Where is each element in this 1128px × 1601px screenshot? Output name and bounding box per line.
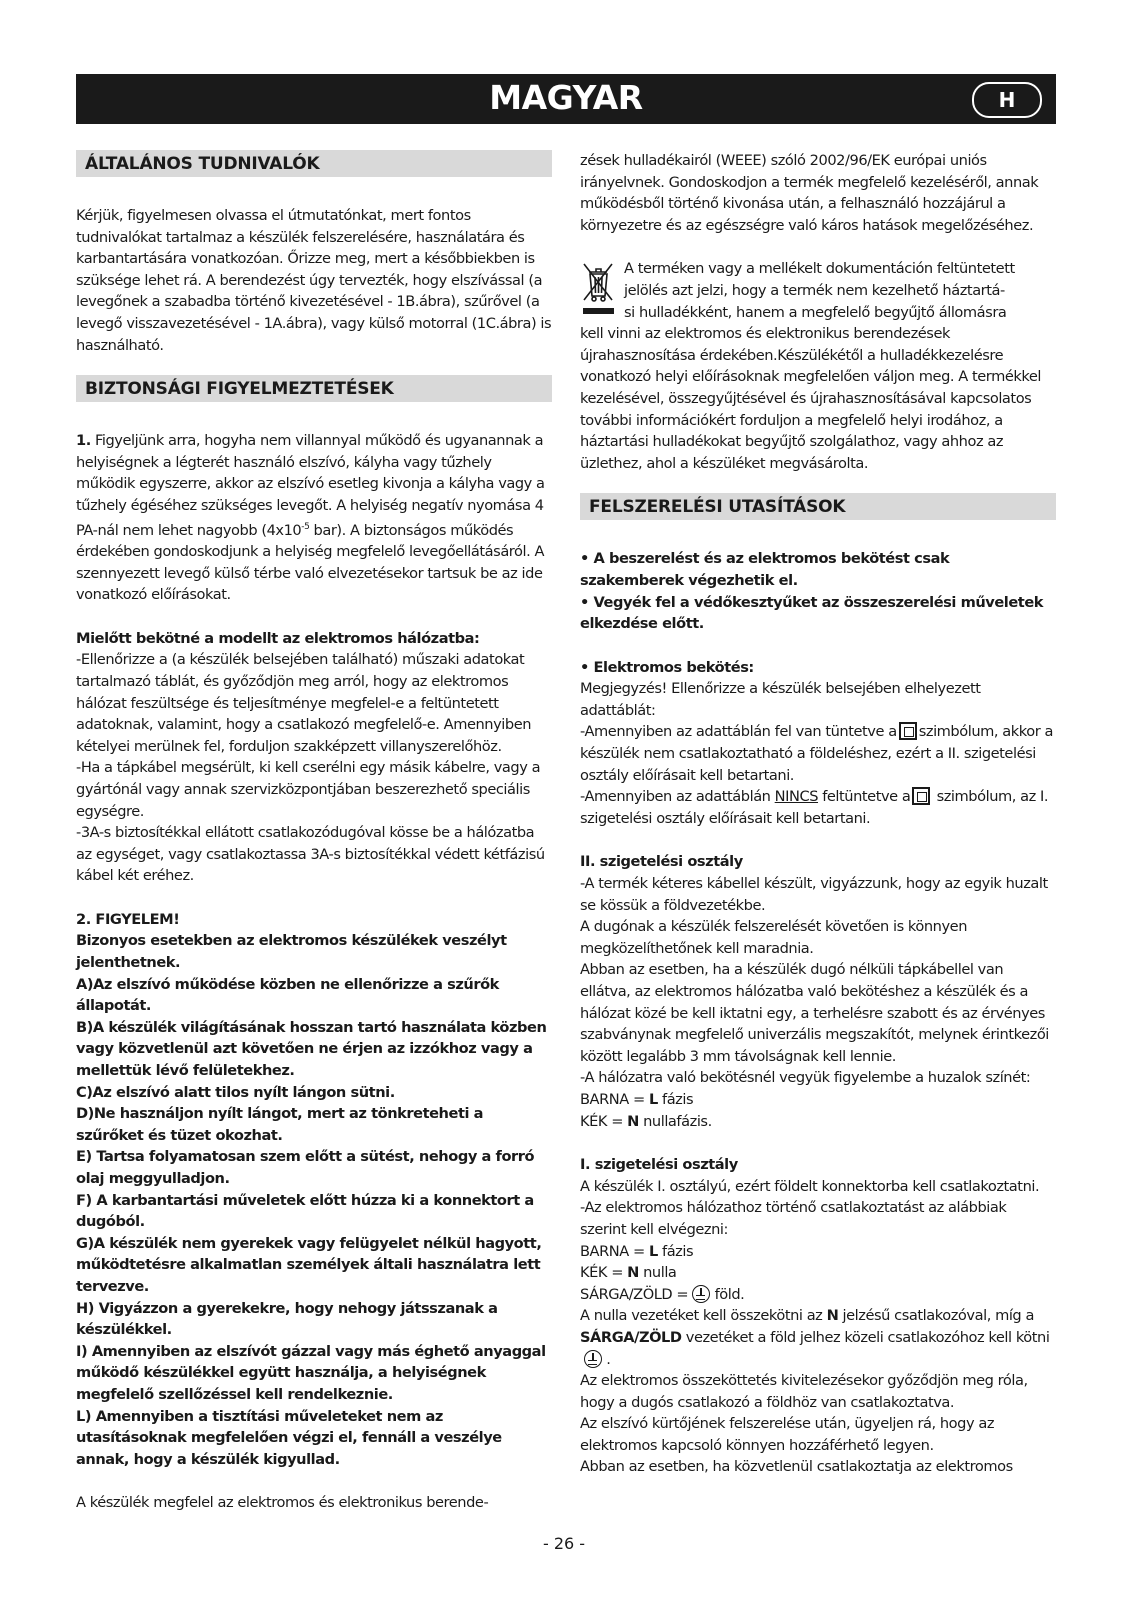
class-2-brown-label: BARNA = bbox=[580, 1090, 649, 1108]
install-note-1: • A beszerelést és az elektromos bekötést csak szakemberek végezhetik el. bbox=[580, 550, 950, 589]
electrical-heading: • Elektromos bekötés: bbox=[580, 658, 754, 676]
class-2-text-1: -A termék kéteres kábellel készült, vigyázzunk, hogy az egyik huzalt se kössük a földvezetékbe. bbox=[580, 875, 1048, 914]
warning-2-d: D)Ne használjon nyílt lángot, mert az tönkreteheti a szűrőket és tüzet okozhat. bbox=[76, 1105, 484, 1144]
warning-1-exponent: -5 bbox=[301, 521, 310, 532]
weee-crossed-bin-icon bbox=[580, 260, 616, 316]
language-banner bbox=[76, 74, 1056, 124]
warning-2-f: F) A karbantartási műveletek előtt húzza ki a konnektort a dugóból. bbox=[76, 1191, 534, 1231]
class-1-blue-label: KÉK = bbox=[580, 1264, 628, 1282]
weee-paragraph-start: A készülék megfelel az elektromos és elektronikus berende- bbox=[76, 1494, 489, 1512]
class-1-text-2: -Az elektromos hálózathoz történő csatlakoztatást az alábbiak szerint kell elvégezni: bbox=[580, 1199, 1007, 1238]
class-2-brown-letter: L bbox=[648, 1090, 658, 1108]
section-heading-safety: BIZTONSÁGI FIGYELMEZTETÉSEK bbox=[76, 375, 552, 402]
class-2-brown-desc: fázis bbox=[657, 1090, 694, 1108]
electrical-item-2-underlined: NINCS bbox=[774, 788, 819, 806]
class-1-text-3-e: vezetéket a föld jelhez közeli csatlakozóhoz kell kötni bbox=[681, 1328, 1050, 1346]
class-1-blue-letter: N bbox=[627, 1264, 639, 1282]
class-2-brown bbox=[580, 1089, 1056, 1111]
warning-2-g: G)A készülék nem gyerekek vagy felügyelet nélkül hagyott, működtetésre alkalmatlan személyek általi használatra lett tervezve. bbox=[76, 1234, 542, 1295]
page-number: - 26 - bbox=[542, 1534, 586, 1553]
class-1-text-6: Abban az esetben, ha közvetlenül csatlakoztatja az elektromos bbox=[580, 1458, 1013, 1476]
warning-2-i: I) Amennyiben az elszívót gázzal vagy más éghető anyaggal működő készülékkel együtt használja, a helyiségnek megfelelő szellőzéssel kell rendelkeznie. bbox=[76, 1342, 546, 1403]
weee-line-1: A terméken vagy a mellékelt dokumentáción feltüntetett bbox=[624, 260, 1015, 278]
electrical-item-1 bbox=[580, 721, 1056, 786]
class-1-brown-desc: fázis bbox=[657, 1242, 694, 1260]
class-1-brown-label: BARNA = bbox=[580, 1242, 649, 1260]
warning-2-h: H) Vigyázzon a gyerekekre, hogy nehogy játsszanak a készülékkel. bbox=[76, 1299, 498, 1339]
class-1-text-4: Az elektromos összeköttetés kivitelezésekor győződjön meg róla, hogy a dugós csatlakozó a földhöz van csatlakoztatva. bbox=[580, 1372, 1028, 1411]
class-2-blue bbox=[580, 1111, 1056, 1133]
class-2-text-2: A dugónak a készülék felszerelését követően is könnyen megközelíthetőnek kell maradnia. bbox=[580, 918, 967, 957]
electrical-item-1-b: szimbólum, akkor a készülék nem csatlakoztatható a földeléshez, ezért a II. szigetelési osztály előírásait kell betartani. bbox=[580, 723, 1053, 784]
class-1-green bbox=[580, 1284, 1056, 1306]
class-1-heading: I. szigetelési osztály bbox=[580, 1156, 738, 1174]
warning-2-b: B)A készülék világításának hosszan tartó használata közben vagy közvetlenül azt követően ne érjen az izzókhoz vagy a mellettük lévő felületekhez. bbox=[76, 1018, 547, 1080]
class-2-text-4: -A hálózatra való bekötésnél vegyük figyelembe a huzalok színét: bbox=[580, 1069, 1031, 1087]
electrical-item-1-a: -Amennyiben az adattáblán fel van tüntetve a bbox=[580, 723, 897, 741]
connection-item-1: -Ellenőrizze a (a készülék belsejében található) műszaki adatokat tartalmazó táblát, és győződjön meg arról, hogy az elektromos hálózat feszültsége és teljesítménye megfelel-e a feltüntetett adatoknak, valamint, hogy a csatlakozó megfelelő-e. Amennyiben kételyei merülnek fel, forduljon szakképzett villanyszerelőhöz. bbox=[76, 651, 532, 755]
earth-ground-symbol-icon bbox=[584, 1350, 602, 1368]
warning-2-title: 2. FIGYELEM! bbox=[76, 910, 180, 928]
general-paragraph: Kérjük, figyelmesen olvassa el útmutatónkat, mert fontos tudnivalókat tartalmaz a készülék felszerelésére, használatára és karbantartására vonatkozóan. Őrizze meg, mert a későbbiekben is szüksége lehet rá. A berendezést úgy tervezték, hogy elszívással (a levegőnek a szabadba történő kivezetésével - 1B.ábra), szűrővel (a levegő visszavezetésével - 1A.ábra), vagy külső motorral (1C.ábra) is használható. bbox=[76, 207, 552, 354]
electrical-item-2 bbox=[580, 786, 1056, 829]
page-title: MAGYAR bbox=[489, 78, 643, 117]
class-1-text-1: A készülék I. osztályú, ezért földelt konnektorba kell csatlakoztatni. bbox=[580, 1177, 1040, 1195]
connection-item-3: -3A-s biztosítékkal ellátott csatlakozódugóval kösse be a hálózatba az egységet, vagy csatlakoztassa 3A-s biztosítékkal védett kétfázisú kábel két eréhez. bbox=[76, 824, 545, 885]
connection-item-2: -Ha a tápkábel megsérült, ki kell cserélni egy másik kábelre, vagy a gyártónál vagy annak szervizközpontjában beszerezhető speciális egységre. bbox=[76, 759, 541, 820]
class-1-text-3 bbox=[580, 1305, 1056, 1370]
class-2-blue-label: KÉK = bbox=[580, 1112, 628, 1130]
electrical-note: Megjegyzés! Ellenőrizze a készülék belsejében elhelyezett adattáblát: bbox=[580, 680, 981, 719]
electrical-item-2-a: -Amennyiben az adattáblán bbox=[580, 788, 775, 806]
section-heading-installation: FELSZERELÉSI UTASÍTÁSOK bbox=[580, 493, 1056, 520]
class-2-heading: II. szigetelési osztály bbox=[580, 853, 743, 871]
warning-2-a: A)Az elszívó működése közben ne ellenőrizze a szűrők állapotát. bbox=[76, 975, 499, 1015]
connection-heading: Mielőtt bekötné a modellt az elektromos hálózatba: bbox=[76, 629, 480, 647]
weee-paragraph-rest: kell vinni az elektromos és elektronikus berendezések újrahasznosítása érdekében.Készülékétől a hulladékkezelésre vonatkozó helyi előírásoknak megfelelően váljon meg. A termékkel kezelésével, összegyűjtésével és újrahasznosításával kapcsolatos további információkért forduljon a megfelelő helyi irodához, a háztartási hulladékokat begyűjtő szolgálathoz, vagy ahhoz az üzlethez, ahol a készüléket megvásárolta. bbox=[580, 325, 1041, 472]
electrical-item-2-b: feltüntetve a bbox=[818, 788, 911, 806]
warning-1-text-b: bar). A biztonságos működés érdekében gondoskodjunk a helyiség megfelelő levegőellátásáról. A szennyezett levegő külső térbe való elvezetésekor tartsuk be az ide vonatkozó előírásokat. bbox=[76, 521, 545, 604]
earth-ground-symbol-icon bbox=[692, 1285, 710, 1303]
class-2-text-3: Abban az esetben, ha a készülék dugó nélküli tápkábellel van ellátva, az elektromos hálózatba való bekötéshez a készülék és a hálózat közé be kell iktatni egy, a terhelésre szabott és az érvényes szabványnak megfelelő univerzális megszakítót, melynek érintkezői között legalább 3 mm távolságnak kell lennie. bbox=[580, 961, 1049, 1065]
class-1-green-desc: föld. bbox=[710, 1285, 745, 1303]
class-2-blue-desc: nullafázis. bbox=[638, 1112, 712, 1130]
warning-2-l: L) Amennyiben a tisztítási műveleteket nem az utasításoknak megfelelően végzi el, fennáll a veszélye annak, hogy a készülék kigyullad. bbox=[76, 1407, 502, 1468]
class-1-brown-letter: L bbox=[648, 1242, 658, 1260]
weee-block bbox=[580, 258, 1056, 323]
warning-1 bbox=[76, 430, 552, 606]
class-1-blue bbox=[580, 1262, 1056, 1284]
right-column bbox=[580, 150, 1056, 1478]
electrical-item-2-c: szimbólum, az I. szigetelési osztály előírásait kell betartani. bbox=[580, 788, 1049, 827]
class-1-text-3-a: A nulla vezetéket kell összekötni az bbox=[580, 1307, 827, 1325]
class-1-text-3-yg: SÁRGA/ZÖLD bbox=[580, 1328, 682, 1346]
class-1-blue-desc: nulla bbox=[638, 1264, 677, 1282]
warning-2-c: C)Az elszívó alatt tilos nyílt lángon sütni. bbox=[76, 1083, 395, 1101]
left-column bbox=[76, 150, 552, 1514]
double-insulation-symbol-icon bbox=[899, 722, 917, 740]
class-2-blue-letter: N bbox=[627, 1112, 639, 1130]
weee-paragraph-continued: zések hulladékairól (WEEE) szóló 2002/96/EK európai uniós irányelvnek. Gondoskodjon a termék megfelelő kezeléséről, annak működésből történő kivonása után, a felhasználó hozzájárul a környezetre és az egészségre való káros hatások megelőzéséhez. bbox=[580, 152, 1039, 234]
section-heading-general: ÁLTALÁNOS TUDNIVALÓK bbox=[76, 150, 552, 177]
class-1-brown bbox=[580, 1241, 1056, 1263]
class-1-green-label: SÁRGA/ZÖLD = bbox=[580, 1285, 693, 1303]
class-1-text-3-n: N bbox=[826, 1307, 839, 1325]
warning-1-text-a: Figyeljünk arra, hogyha nem villannyal működő és ugyanannak a helyiségnek a légterét használó elszívó, kályha vagy tűzhely működik egyszerre, akkor az elszívó esetleg kivonja a kályha vagy a tűzhely égéséhez szükséges levegőt. A helyiség negatív nyomása 4 PA-nál nem lehet nagyobb (4x10 bbox=[76, 432, 545, 539]
install-note-2: • Vegyék fel a védőkesztyűket az összeszerelési műveletek elkezdése előtt. bbox=[580, 593, 1044, 633]
warning-2-intro: Bizonyos esetekben az elektromos készülékek veszélyt jelenthetnek. bbox=[76, 932, 507, 972]
class-1-text-3-c: jelzésű csatlakozóval, míg a bbox=[838, 1307, 1034, 1325]
double-insulation-symbol-icon bbox=[912, 787, 930, 805]
class-1-text-5: Az elszívó kürtőjének felszerelése után, ügyeljen rá, hogy az elektromos kapcsoló könnyen hozzáférhető legyen. bbox=[580, 1415, 995, 1454]
warning-2-e: E) Tartsa folyamatosan szem előtt a sütést, nehogy a forró olaj meggyulladjon. bbox=[76, 1148, 535, 1188]
class-1-text-3-f: . bbox=[602, 1350, 611, 1368]
language-badge: H bbox=[972, 82, 1042, 118]
weee-line-2: jelölés azt jelzi, hogy a termék nem kezelhető háztartá- bbox=[624, 281, 1005, 299]
weee-line-3: si hulladékként, hanem a megfelelő begyűjtő állomásra bbox=[624, 303, 1007, 321]
warning-1-number: 1. bbox=[76, 432, 91, 450]
